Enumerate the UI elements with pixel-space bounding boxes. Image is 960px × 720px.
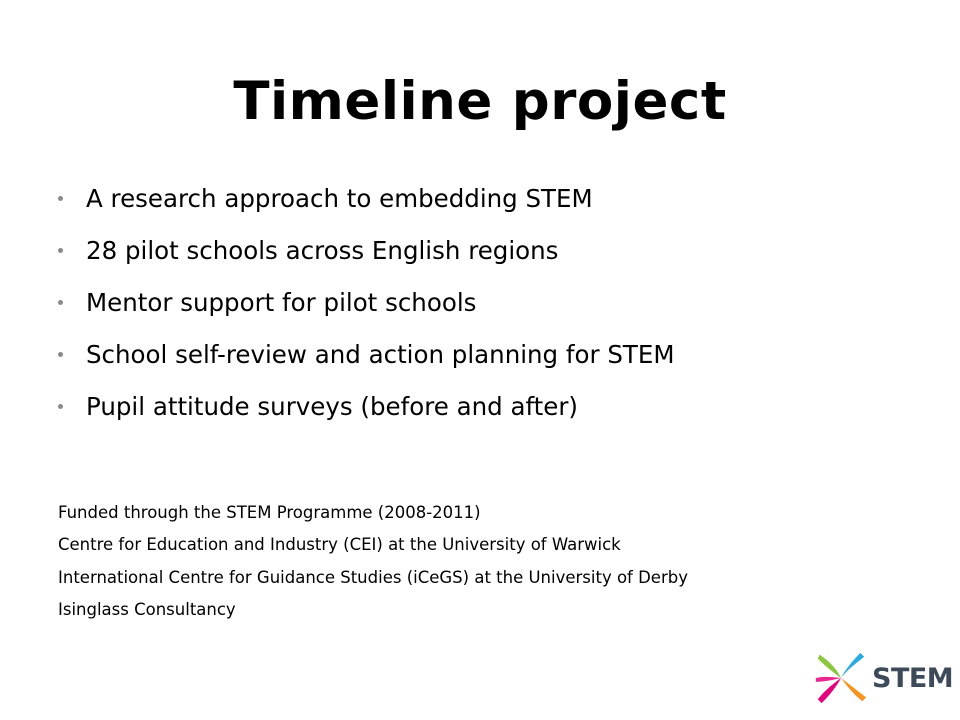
bullet-text: 28 pilot schools across English regions bbox=[86, 235, 559, 265]
slide-title: Timeline project bbox=[233, 71, 727, 132]
bullet-item bbox=[58, 172, 918, 224]
bullet-dot-icon bbox=[58, 300, 63, 305]
bullet-text: School self-review and action planning for STEM bbox=[86, 339, 675, 369]
funding-line: International Centre for Guidance Studies (iCeGS) at the University of Derby bbox=[58, 567, 688, 587]
bullet-dot-icon bbox=[58, 352, 63, 357]
logo-text: STEM bbox=[872, 662, 954, 694]
bullet-list bbox=[58, 172, 918, 432]
bullet-dot-icon bbox=[58, 248, 63, 253]
stem-logo-icon bbox=[812, 649, 870, 707]
bullet-dot-icon bbox=[58, 196, 63, 201]
funding-line: Funded through the STEM Programme (2008-2011) bbox=[58, 502, 481, 522]
bullet-item bbox=[58, 224, 918, 276]
bullet-text: A research approach to embedding STEM bbox=[86, 183, 593, 213]
bullet-dot-icon bbox=[58, 404, 63, 409]
funding-line: Centre for Education and Industry (CEI) at the University of Warwick bbox=[58, 535, 621, 555]
bullet-item bbox=[58, 380, 918, 432]
bullet-item bbox=[58, 328, 918, 380]
funding-credits bbox=[58, 496, 918, 626]
bullet-text: Pupil attitude surveys (before and after) bbox=[86, 391, 578, 421]
bullet-item bbox=[58, 276, 918, 328]
stem-logo bbox=[812, 648, 954, 708]
funding-line: Isinglass Consultancy bbox=[58, 600, 236, 620]
bullet-text: Mentor support for pilot schools bbox=[86, 287, 477, 317]
